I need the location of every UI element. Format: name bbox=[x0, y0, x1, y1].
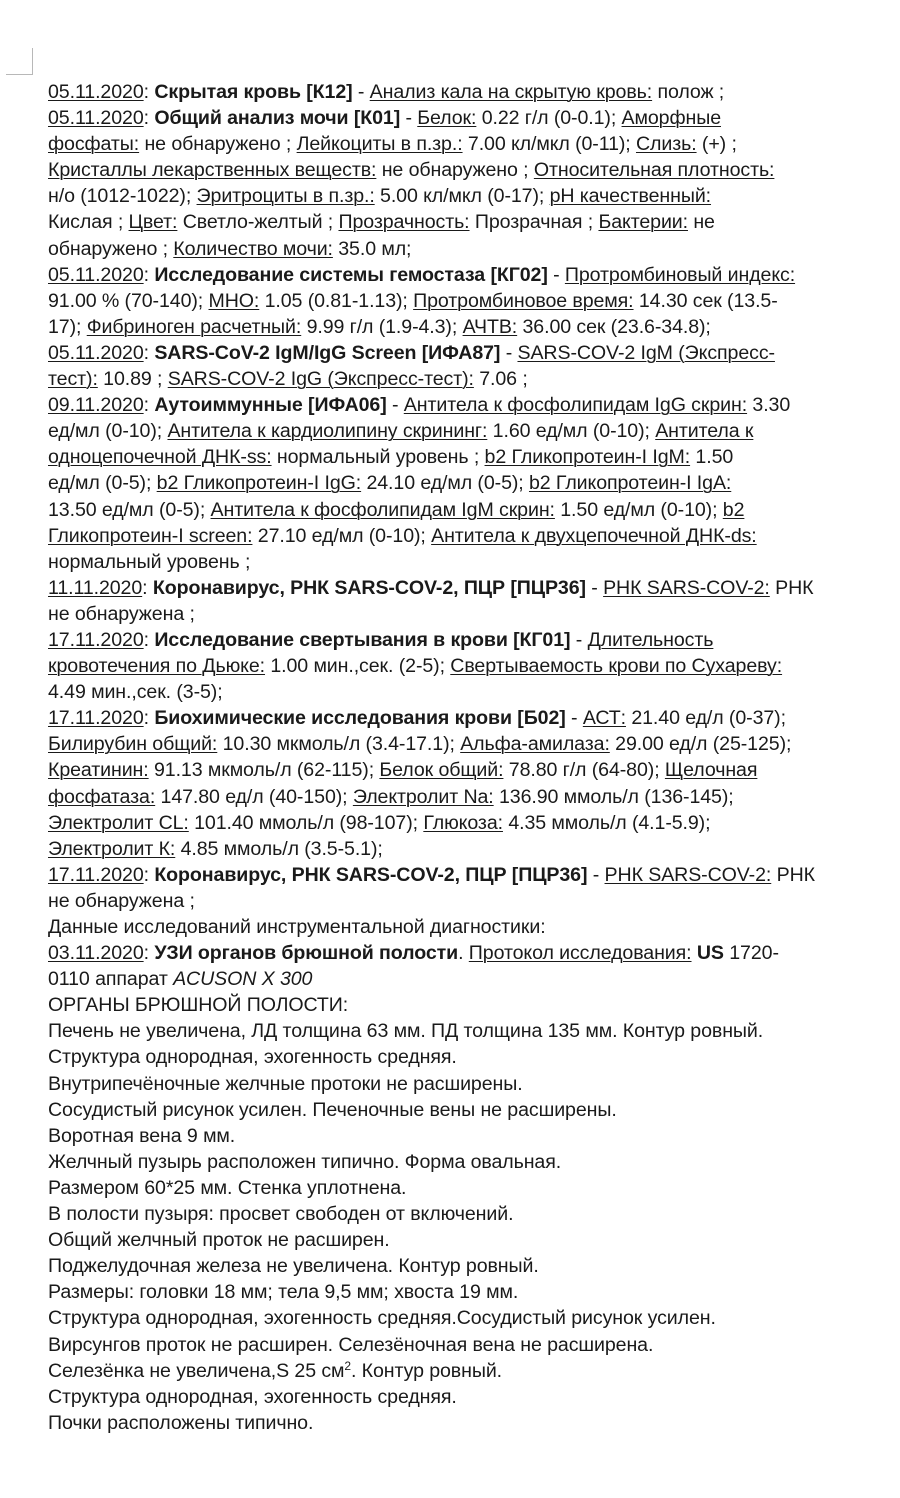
text-segment: Вирсунгов проток не расширен. Селезёночная вена не расширена. bbox=[48, 1333, 654, 1356]
text-segment: 14.30 сек (13.5- bbox=[633, 289, 778, 312]
text-segment: : bbox=[143, 107, 155, 130]
parameter-link: Анализ кала на скрытую кровь: bbox=[369, 81, 653, 103]
text-segment: 1.50 ед/мл (0-10); bbox=[554, 498, 723, 521]
text-segment: не обнаружена ; bbox=[48, 602, 195, 625]
test-name: Исследование свертывания в крови [КГ01] bbox=[154, 628, 571, 651]
parameter-link: Бактерии: bbox=[598, 211, 688, 234]
date-link: 17.11.2020 bbox=[48, 863, 144, 886]
superscript: 2 bbox=[344, 1358, 351, 1373]
text-segment: (+) ; bbox=[696, 133, 737, 156]
date-link: 05.11.2020 bbox=[48, 81, 144, 103]
text-segment: Селезёнка не увеличена,S 25 см bbox=[48, 1359, 345, 1382]
text-segment: Кислая ; bbox=[48, 211, 129, 234]
lab-results-section bbox=[48, 79, 900, 914]
text-line bbox=[48, 444, 900, 470]
text-line bbox=[48, 810, 900, 836]
parameter-link: кровотечения по Дьюке: bbox=[48, 655, 266, 678]
parameter-link: Относительная плотность: bbox=[533, 159, 775, 182]
text-line bbox=[48, 1044, 900, 1070]
text-segment: 10.30 мкмоль/л (3.4-17.1); bbox=[217, 733, 461, 756]
text-segment: - bbox=[587, 863, 605, 886]
test-name: Биохимические исследования крови [Б02] bbox=[154, 707, 566, 730]
parameter-link: Цвет: bbox=[128, 211, 178, 234]
text-line bbox=[48, 888, 900, 914]
text-line bbox=[48, 262, 900, 288]
parameter-link: Альфа-амилаза: bbox=[460, 733, 610, 756]
text-segment: - bbox=[500, 341, 518, 364]
text-segment: 1.50 bbox=[690, 446, 734, 469]
text-line bbox=[48, 1201, 900, 1227]
text-line bbox=[48, 79, 900, 105]
text-line bbox=[48, 601, 900, 627]
text-line bbox=[48, 836, 900, 862]
text-segment: не bbox=[687, 211, 715, 234]
device-name: ACUSON X 300 bbox=[173, 968, 313, 991]
text-segment: 24.10 ед/мл (0-5); bbox=[361, 472, 529, 495]
text-segment: не обнаружено ; bbox=[139, 133, 297, 156]
text-segment: - bbox=[570, 628, 588, 651]
text-segment: Общий желчный проток не расширен. bbox=[48, 1229, 390, 1252]
text-segment: Светло-желтый ; bbox=[177, 211, 339, 234]
parameter-link: Эритроциты в п.зр.: bbox=[196, 185, 375, 208]
text-segment: - bbox=[565, 707, 583, 730]
parameter-link: Свертываемость крови по Сухареву: bbox=[450, 655, 783, 678]
text-segment: : bbox=[143, 863, 155, 886]
text-line bbox=[48, 862, 900, 888]
text-segment: 7.06 ; bbox=[473, 368, 528, 391]
text-segment: 91.13 мкмоль/л (62-115); bbox=[148, 759, 380, 782]
text-segment: ОРГАНЫ БРЮШНОЙ ПОЛОСТИ: bbox=[48, 994, 349, 1017]
text-segment: . bbox=[458, 942, 469, 965]
text-segment: 35.0 мл; bbox=[332, 237, 412, 260]
parameter-link: Билирубин общий: bbox=[48, 733, 218, 756]
parameter-link: Креатинин: bbox=[48, 759, 149, 782]
text-line bbox=[48, 470, 900, 496]
text-segment: В полости пузыря: просвет свободен от включений. bbox=[48, 1203, 514, 1226]
text-line bbox=[48, 183, 900, 209]
text-segment: 91.00 % (70-140); bbox=[48, 289, 209, 312]
text-segment: : bbox=[143, 394, 155, 417]
text-line bbox=[48, 497, 900, 523]
text-segment: 1.60 ед/мл (0-10); bbox=[487, 420, 656, 443]
text-line bbox=[48, 105, 900, 131]
text-segment: 13.50 ед/мл (0-5); bbox=[48, 498, 211, 521]
text-segment: - bbox=[547, 263, 565, 286]
text-segment: обнаружено ; bbox=[48, 237, 174, 260]
text-line bbox=[48, 1332, 900, 1358]
test-name: SARS-CoV-2 IgM/IgG Screen [ИФА87] bbox=[154, 341, 501, 364]
parameter-link: pH качественный: bbox=[549, 185, 712, 208]
text-segment: нормальный уровень ; bbox=[271, 446, 485, 469]
text-segment: нормальный уровень ; bbox=[48, 550, 251, 573]
parameter-link: Аморфные bbox=[621, 107, 721, 130]
parameter-link: Антитела к фосфолипидам IgM скрин: bbox=[210, 498, 555, 521]
text-line bbox=[48, 1018, 900, 1044]
date-link: 05.11.2020 bbox=[48, 263, 144, 286]
text-segment: 5.00 кл/мкл (0-17); bbox=[374, 185, 550, 208]
parameter-link: b2 Гликопротеин-I IgA: bbox=[528, 472, 732, 495]
parameter-link: АЧТВ: bbox=[462, 315, 518, 338]
text-segment: РНК bbox=[771, 863, 815, 886]
date-link: 05.11.2020 bbox=[48, 341, 144, 364]
text-segment: 136.90 ммоль/л (136-145); bbox=[493, 785, 734, 808]
text-segment: : bbox=[143, 942, 155, 965]
text-segment: 9.99 г/л (1.9-4.3); bbox=[301, 315, 463, 338]
text-segment: 17); bbox=[48, 315, 87, 338]
parameter-link: РНК SARS-COV-2: bbox=[604, 863, 772, 886]
parameter-link: Электролит Na: bbox=[352, 785, 494, 808]
text-line bbox=[48, 992, 900, 1018]
test-name: US bbox=[696, 942, 724, 965]
text-line bbox=[48, 209, 900, 235]
medical-report bbox=[48, 79, 900, 1436]
text-segment: Структура однородная, эхогенность средняя. bbox=[48, 1385, 457, 1408]
parameter-link: Электролит К: bbox=[48, 837, 176, 860]
parameter-link: Кристаллы лекарственных веществ: bbox=[48, 159, 377, 182]
text-segment: РНК bbox=[769, 576, 814, 599]
parameter-link: SARS-COV-2 IgM (Экспресс- bbox=[517, 341, 775, 364]
parameter-link: Антитела к двухцепочечной ДНК-ds: bbox=[431, 524, 757, 547]
text-line bbox=[48, 523, 900, 549]
text-segment: 78.80 г/л (64-80); bbox=[503, 759, 665, 782]
parameter-link: Антитела к фосфолипидам IgG скрин: bbox=[403, 394, 748, 417]
parameter-link: Лейкоциты в п.зр.: bbox=[296, 133, 463, 156]
text-segment: Внутрипечёночные желчные протоки не расширены. bbox=[48, 1072, 523, 1095]
text-segment: : bbox=[143, 341, 155, 364]
text-segment: 10.89 ; bbox=[97, 368, 168, 391]
text-segment: Размеры: головки 18 мм; тела 9,5 мм; хвоста 19 мм. bbox=[48, 1281, 519, 1304]
text-segment: : bbox=[143, 81, 155, 103]
text-line bbox=[48, 1175, 900, 1201]
text-line bbox=[48, 575, 900, 601]
text-segment: : bbox=[143, 628, 155, 651]
text-line bbox=[48, 784, 900, 810]
text-segment: 4.35 ммоль/л (4.1-5.9); bbox=[502, 811, 711, 834]
text-line bbox=[48, 1305, 900, 1331]
date-link: 03.11.2020 bbox=[48, 942, 144, 965]
text-line bbox=[48, 627, 900, 653]
test-name: Аутоиммунные [ИФА06] bbox=[154, 394, 387, 417]
text-segment: - bbox=[585, 576, 604, 599]
text-segment: 4.85 ммоль/л (3.5-5.1); bbox=[175, 837, 383, 860]
test-name: Коронавирус, РНК SARS-COV-2, ПЦР [ПЦР36] bbox=[152, 576, 586, 599]
text-line bbox=[48, 157, 900, 183]
text-segment: . Контур ровный. bbox=[350, 1359, 503, 1382]
date-link: 17.11.2020 bbox=[48, 707, 144, 730]
parameter-link: Фибриноген расчетный: bbox=[86, 315, 302, 338]
text-line bbox=[48, 679, 900, 705]
text-segment: Структура однородная, эхогенность средняя. bbox=[48, 1046, 457, 1069]
instrumental-diagnostics-section bbox=[48, 914, 900, 1436]
text-segment: : bbox=[143, 263, 155, 286]
text-segment: - bbox=[352, 81, 370, 103]
parameter-link: Белок: bbox=[417, 107, 477, 130]
date-link: 17.11.2020 bbox=[48, 628, 144, 651]
text-line bbox=[48, 1227, 900, 1253]
text-segment: Прозрачная ; bbox=[469, 211, 599, 234]
text-line bbox=[48, 1253, 900, 1279]
text-line bbox=[48, 966, 900, 992]
date-link: 09.11.2020 bbox=[48, 394, 144, 417]
text-segment: ед/мл (0-5); bbox=[48, 472, 157, 495]
parameter-link: Белок общий: bbox=[379, 759, 504, 782]
text-line bbox=[48, 1384, 900, 1410]
text-segment: 7.00 кл/мкл (0-11); bbox=[462, 133, 636, 156]
text-segment: Размером 60*25 мм. Стенка уплотнена. bbox=[48, 1176, 407, 1199]
text-line bbox=[48, 1097, 900, 1123]
parameter-link: МНО: bbox=[208, 289, 260, 312]
parameter-link: Количество мочи: bbox=[173, 237, 333, 260]
text-line bbox=[48, 392, 900, 418]
text-segment: : bbox=[143, 707, 155, 730]
text-segment: 0110 аппарат bbox=[48, 968, 174, 991]
parameter-link: b2 Гликопротеин-I IgG: bbox=[156, 472, 362, 495]
parameter-link: b2 Гликопротеин-I IgM: bbox=[484, 446, 691, 469]
parameter-link: Антитела к кардиолипину скрининг: bbox=[167, 420, 488, 443]
text-segment: 0.22 г/л (0-0.1); bbox=[476, 107, 622, 130]
text-line bbox=[48, 1071, 900, 1097]
parameter-link: Электролит CL: bbox=[48, 811, 189, 834]
parameter-link: АСТ: bbox=[582, 707, 626, 730]
text-segment: не обнаружена ; bbox=[48, 889, 195, 912]
text-segment: н/о (1012-1022); bbox=[48, 185, 197, 208]
parameter-link: Слизь: bbox=[635, 133, 697, 156]
test-name: Коронавирус, РНК SARS-COV-2, ПЦР [ПЦР36] bbox=[154, 863, 588, 886]
parameter-link: тест): bbox=[48, 368, 98, 391]
text-segment: Воротная вена 9 мм. bbox=[48, 1124, 236, 1147]
text-line bbox=[48, 940, 900, 966]
text-segment: 101.40 ммоль/л (98-107); bbox=[188, 811, 424, 834]
parameter-link: фосфаты: bbox=[48, 133, 140, 156]
text-line bbox=[48, 1123, 900, 1149]
test-name: Скрытая кровь [К12] bbox=[154, 81, 353, 103]
text-segment: Структура однородная, эхогенность средняя.Сосудистый рисунок усилен. bbox=[48, 1307, 716, 1330]
text-segment: 1720- bbox=[723, 942, 779, 965]
text-segment: Желчный пузырь расположен типично. Форма овальная. bbox=[48, 1150, 562, 1173]
parameter-link: b2 bbox=[722, 498, 745, 521]
text-segment: 3.30 bbox=[747, 394, 791, 417]
text-line bbox=[48, 549, 900, 575]
text-segment: - bbox=[386, 394, 404, 417]
text-line bbox=[48, 731, 900, 757]
text-segment: Почки расположены типично. bbox=[48, 1411, 314, 1434]
text-line bbox=[48, 757, 900, 783]
text-segment: полож ; bbox=[652, 81, 725, 103]
parameter-link: Протромбиновое время: bbox=[413, 289, 634, 312]
text-line bbox=[48, 131, 900, 157]
text-line bbox=[48, 1358, 900, 1384]
parameter-link: Антитела к bbox=[655, 420, 754, 443]
parameter-link: Прозрачность: bbox=[338, 211, 470, 234]
text-line bbox=[48, 366, 900, 392]
text-segment: ед/мл (0-10); bbox=[48, 420, 168, 443]
parameter-link: Гликопротеин-I screen: bbox=[48, 524, 253, 547]
text-segment: 147.80 ед/л (40-150); bbox=[155, 785, 353, 808]
text-line bbox=[48, 418, 900, 444]
parameter-link: одноцепочечной ДНК-ss: bbox=[48, 446, 272, 469]
text-line bbox=[48, 1410, 900, 1436]
test-name: Общий анализ мочи [К01] bbox=[154, 107, 401, 130]
text-line bbox=[48, 1279, 900, 1305]
text-line bbox=[48, 314, 900, 340]
parameter-link: Протромбиновый индекс: bbox=[564, 263, 796, 286]
text-segment: - bbox=[400, 107, 418, 130]
parameter-link: SARS-COV-2 IgG (Экспресс-тест): bbox=[167, 368, 474, 391]
parameter-link: Длительность bbox=[587, 628, 714, 651]
text-segment: Печень не увеличена, ЛД толщина 63 мм. ПД толщина 135 мм. Контур ровный. bbox=[48, 1020, 764, 1043]
text-segment: 29.00 ед/л (25-125); bbox=[609, 733, 792, 756]
date-link: 05.11.2020 bbox=[48, 107, 144, 130]
page-corner-mark bbox=[6, 48, 33, 75]
parameter-link: РНК SARS-COV-2: bbox=[603, 576, 770, 599]
parameter-link: Глюкоза: bbox=[423, 811, 503, 834]
text-segment: : bbox=[142, 576, 153, 599]
test-name: Исследование системы гемостаза [КГ02] bbox=[154, 263, 548, 286]
text-segment: 4.49 мин.,сек. (3-5); bbox=[48, 681, 223, 704]
text-line bbox=[48, 288, 900, 314]
text-segment: Поджелудочная железа не увеличена. Контур ровный. bbox=[48, 1255, 539, 1278]
parameter-link: Щелочная bbox=[664, 759, 758, 782]
text-segment: 1.05 (0.81-1.13); bbox=[259, 289, 414, 312]
text-line bbox=[48, 705, 900, 731]
text-line bbox=[48, 236, 900, 262]
text-line bbox=[48, 1149, 900, 1175]
text-line bbox=[48, 653, 900, 679]
date-link: 11.11.2020 bbox=[48, 576, 143, 599]
text-segment: 1.00 мин.,сек. (2-5); bbox=[265, 655, 451, 678]
text-segment: Данные исследований инструментальной диагностики: bbox=[48, 916, 546, 938]
text-segment: не обнаружено ; bbox=[376, 159, 534, 182]
text-segment: Сосудистый рисунок усилен. Печеночные вены не расширены. bbox=[48, 1098, 617, 1121]
parameter-link: фосфатаза: bbox=[48, 785, 156, 808]
text-line bbox=[48, 914, 900, 940]
text-segment: 36.00 сек (23.6-34.8); bbox=[517, 315, 711, 338]
text-segment: 21.40 ед/л (0-37); bbox=[625, 707, 786, 730]
text-segment: 27.10 ед/мл (0-10); bbox=[252, 524, 432, 547]
test-name: УЗИ органов брюшной полости bbox=[154, 942, 459, 965]
text-line bbox=[48, 340, 900, 366]
parameter-link: Протокол исследования: bbox=[468, 942, 692, 965]
